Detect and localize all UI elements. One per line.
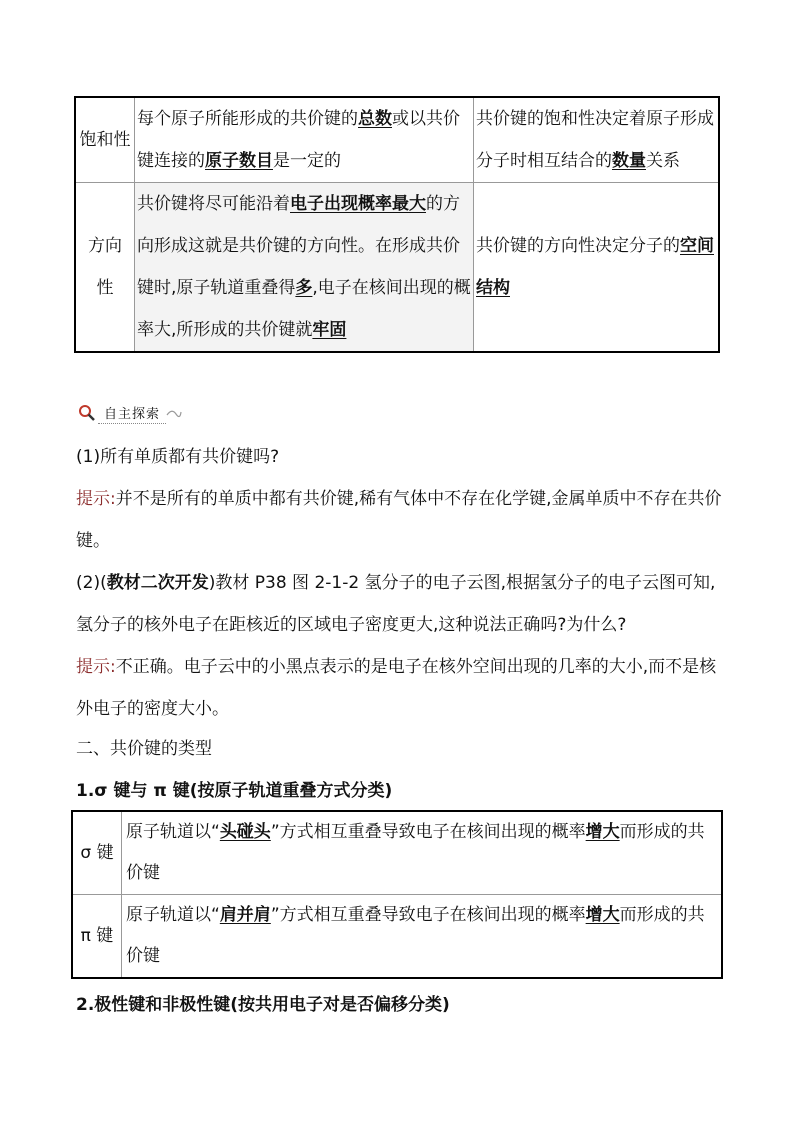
sigma-description: 原子轨道以“头碰头”方式相互重叠导致电子在核间出现的概率增大而形成的共价键 — [122, 811, 723, 895]
question-1: (1)所有单质都有共价键吗? — [76, 447, 280, 467]
bond-properties-table — [74, 96, 720, 353]
blank-answer: 总数 — [358, 109, 392, 129]
blank-answer: 肩并肩 — [219, 905, 271, 925]
answer-2: 提示:不正确。电子云中的小黑点表示的是电子在核外空间出现的几率的大小,而不是核外电子的密度大小。 — [76, 657, 717, 719]
sigma-pi-table — [71, 810, 723, 979]
question-2: (2)(教材二次开发)教材 P38 图 2-1-2 氢分子的电子云图,根据氢分子的电子云图可知,氢分子的核外电子在距核近的区域电子密度更大,这种说法正确吗?为什么? — [76, 573, 716, 635]
blank-answer: 多 — [295, 278, 313, 298]
blank-answer: 电子出现概率最大 — [290, 194, 426, 214]
blank-answer: 牢固 — [312, 320, 347, 340]
table-row — [75, 97, 719, 183]
direction-effect: 共价键的方向性决定分子的空间结构 — [474, 183, 720, 353]
label-direction: 方向性 — [75, 183, 135, 353]
saturation-effect: 共价键的饱和性决定着原子形成分子时相互结合的数量关系 — [474, 97, 720, 183]
blank-answer: 空间结构 — [476, 236, 714, 298]
magnifier-icon — [76, 402, 98, 424]
table-row — [72, 811, 722, 895]
subheading-sigma-pi: 1.σ 键与 π 键(按原子轨道重叠方式分类) — [76, 781, 393, 801]
blank-answer: 头碰头 — [219, 822, 271, 842]
saturation-description: 每个原子所能形成的共价键的总数或以共价键连接的原子数目是一定的 — [135, 97, 474, 183]
hint-label: 提示: — [76, 489, 116, 509]
hint-label: 提示: — [76, 657, 116, 677]
blank-answer: 增大 — [585, 905, 620, 925]
label-sigma: σ 键 — [72, 811, 122, 895]
explore-heading — [76, 402, 182, 424]
label-saturation: 饱和性 — [75, 97, 135, 183]
label-pi: π 键 — [72, 895, 122, 979]
section-heading: 二、共价键的类型 — [76, 739, 212, 759]
pi-description: 原子轨道以“肩并肩”方式相互重叠导致电子在核间出现的概率增大而形成的共价键 — [122, 895, 723, 979]
swirl-icon — [166, 406, 182, 420]
answer-1: 提示:并不是所有的单质中都有共价键,稀有气体中不存在化学键,金属单质中不存在共价键。 — [76, 489, 722, 551]
table-row — [75, 183, 719, 353]
explore-heading-text: 自主探索 — [98, 402, 166, 424]
blank-answer: 原子数目 — [205, 151, 273, 171]
blank-answer: 增大 — [585, 822, 620, 842]
table-row — [72, 895, 722, 979]
blank-answer: 数量 — [612, 151, 646, 171]
subheading-polar: 2.极性键和非极性键(按共用电子对是否偏移分类) — [76, 995, 450, 1015]
direction-description: 共价键将尽可能沿着电子出现概率最大的方向形成这就是共价键的方向性。在形成共价键时,原子轨道重叠得多,电子在核间出现的概率大,所形成的共价键就牢固 — [135, 183, 474, 353]
